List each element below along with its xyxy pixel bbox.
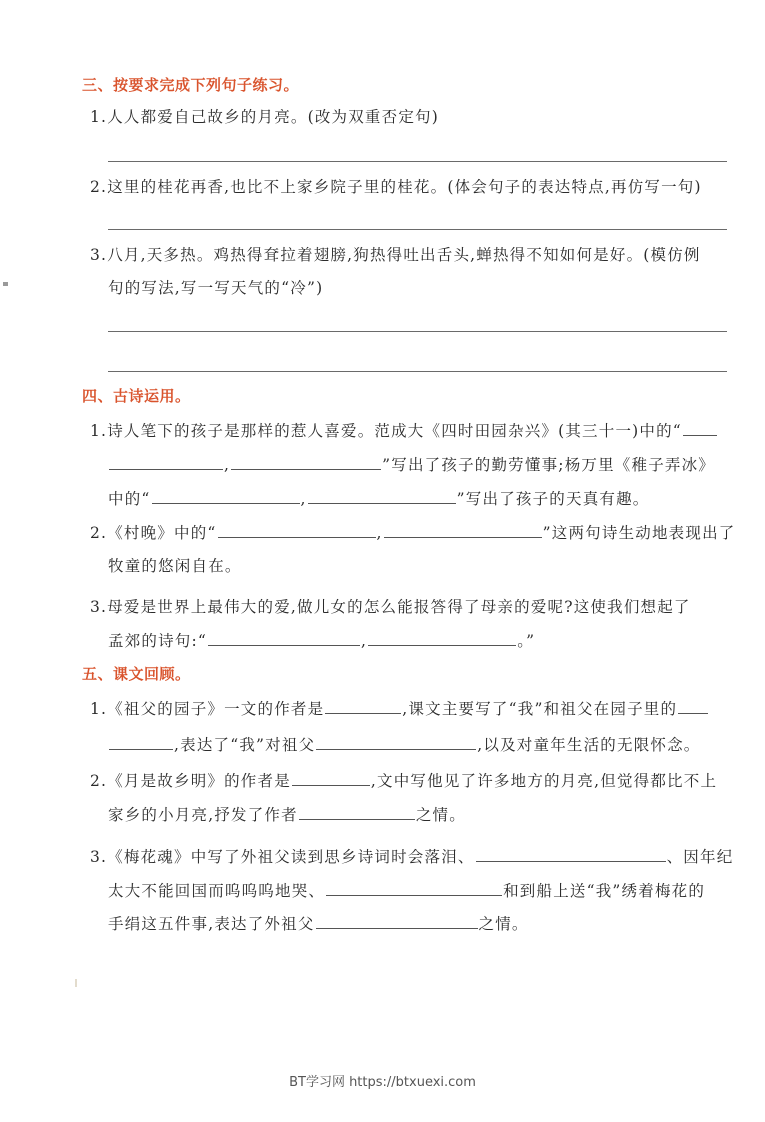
s3-q3-answer-line-1[interactable] [108, 331, 727, 332]
s5-question-3-line2 [108, 881, 705, 901]
s5-q1-line2-tail: ,以及对童年生活的无限怀念。 [477, 736, 701, 754]
s5-question-3-line1 [90, 847, 733, 867]
section-4-title: 四、古诗运用。 [82, 387, 191, 405]
s4-q1-blank-3[interactable] [152, 489, 300, 504]
comma: , [376, 524, 383, 542]
s3-question-1: 1.人人都爱自己故乡的月亮。(改为双重否定句) [90, 108, 439, 126]
s4-question-2-line2: 牧童的悠闲自在。 [108, 557, 242, 575]
s4-question-1-line2 [108, 455, 715, 475]
s4-q3-blank-2[interactable] [368, 631, 516, 646]
s5-q1-line2-mid: ,表达了“我”对祖父 [174, 736, 316, 754]
footer-watermark: BT学习网 https://btxuexi.com [289, 1075, 476, 1090]
s5-q1-blank-author[interactable] [325, 699, 401, 714]
s3-q1-answer-line[interactable] [108, 161, 727, 162]
s4-question-3-line1: 3.母爱是世界上最伟大的爱,做儿女的怎么能报答得了母亲的爱呢?这使我们想起了 [90, 598, 691, 616]
s5-q2-blank-author[interactable] [292, 771, 370, 786]
comma: , [361, 632, 368, 650]
s4-q1-blank-4[interactable] [308, 489, 456, 504]
s3-question-2: 2.这里的桂花再香,也比不上家乡院子里的桂花。(体会句子的表达特点,再仿写一句) [90, 178, 702, 196]
s5-q2-line2-head: 家乡的小月亮,抒发了作者 [108, 806, 298, 824]
s3-q2-answer-line[interactable] [108, 229, 727, 230]
s5-q3-blank-2[interactable] [326, 881, 502, 896]
s5-q2-line2-tail: 之情。 [415, 806, 466, 824]
s5-q2-head: 2.《月是故乡明》的作者是 [90, 772, 291, 790]
comma: , [224, 456, 231, 474]
s5-q1-blank-2a[interactable] [678, 699, 708, 714]
s5-question-2-line2 [108, 805, 466, 825]
s5-q3-line3-head: 手绢这五件事,表达了外祖父 [108, 915, 315, 933]
s4-q3-tail: 。” [517, 632, 536, 650]
s5-q2-blank-emotion[interactable] [299, 805, 415, 820]
s4-q2-blank-2[interactable] [384, 523, 542, 538]
section-3-title: 三、按要求完成下列句子练习。 [82, 76, 300, 94]
s5-q1-blank-3[interactable] [316, 735, 476, 750]
s5-q3-line2-head: 太大不能回国而呜呜呜地哭、 [108, 882, 326, 900]
s5-question-3-line3 [108, 914, 529, 934]
s4-q3-head: 孟郊的诗句:“ [108, 632, 208, 650]
s5-question-1-line1 [90, 699, 709, 719]
s4-q2-blank-1[interactable] [218, 523, 376, 538]
s4-question-1-line1 [90, 421, 718, 441]
scan-speck [75, 979, 77, 987]
s5-q3-head: 3.《梅花魂》中写了外祖父读到思乡诗词时会落泪、 [90, 848, 475, 866]
s5-q3-tail: 、因年纪 [666, 848, 734, 866]
s5-q1-head: 1.《祖父的园子》一文的作者是 [90, 700, 325, 718]
s4-q1-blank-2[interactable] [231, 455, 381, 470]
s5-q1-mid: ,课文主要写了“我”和祖父在园子里的 [402, 700, 678, 718]
s4-q1-line3-head: 中的“ [108, 490, 151, 508]
s5-question-2-line1 [90, 771, 717, 791]
s4-question-1-line3 [108, 489, 650, 509]
s5-q2-tail: ,文中写他见了许多地方的月亮,但觉得都比不上 [370, 772, 718, 790]
s4-q2-head: 2.《村晚》中的“ [90, 524, 217, 542]
scan-edge-mark [3, 282, 8, 286]
s3-question-3-line1: 3.八月,天多热。鸡热得耷拉着翅膀,狗热得吐出舌头,蝉热得不知如何是好。(模仿例 [90, 246, 701, 264]
s5-q3-line3-tail: 之情。 [478, 915, 529, 933]
s4-question-3-line2 [108, 631, 535, 651]
section-5-title: 五、课文回顾。 [82, 665, 191, 683]
s4-q1-tail: ”写出了孩子的勤劳懂事;杨万里《稚子弄冰》 [382, 456, 715, 474]
s4-q3-blank-1[interactable] [208, 631, 360, 646]
s4-q1-text: 1.诗人笔下的孩子是那样的惹人喜爱。范成大《四时田园杂兴》(其三十一)中的“ [90, 422, 682, 440]
s4-q1-blank-1b[interactable] [109, 455, 223, 470]
s4-q2-tail: ”这两句诗生动地表现出了 [542, 524, 736, 542]
s5-q3-blank-1[interactable] [476, 847, 666, 862]
s4-q1-line3-tail: ”写出了孩子的天真有趣。 [456, 490, 650, 508]
s3-q3-answer-line-2[interactable] [108, 371, 727, 372]
s5-question-1-line2 [108, 735, 701, 755]
s5-q3-line2-tail: 和到船上送“我”绣着梅花的 [503, 882, 706, 900]
s4-question-2-line1 [90, 523, 735, 543]
s4-q1-blank-1a[interactable] [683, 421, 717, 436]
s5-q3-blank-3[interactable] [316, 914, 478, 929]
s5-q1-blank-2b[interactable] [109, 735, 173, 750]
comma: , [300, 490, 307, 508]
s3-question-3-line2: 句的写法,写一写天气的“冷”) [108, 279, 324, 297]
